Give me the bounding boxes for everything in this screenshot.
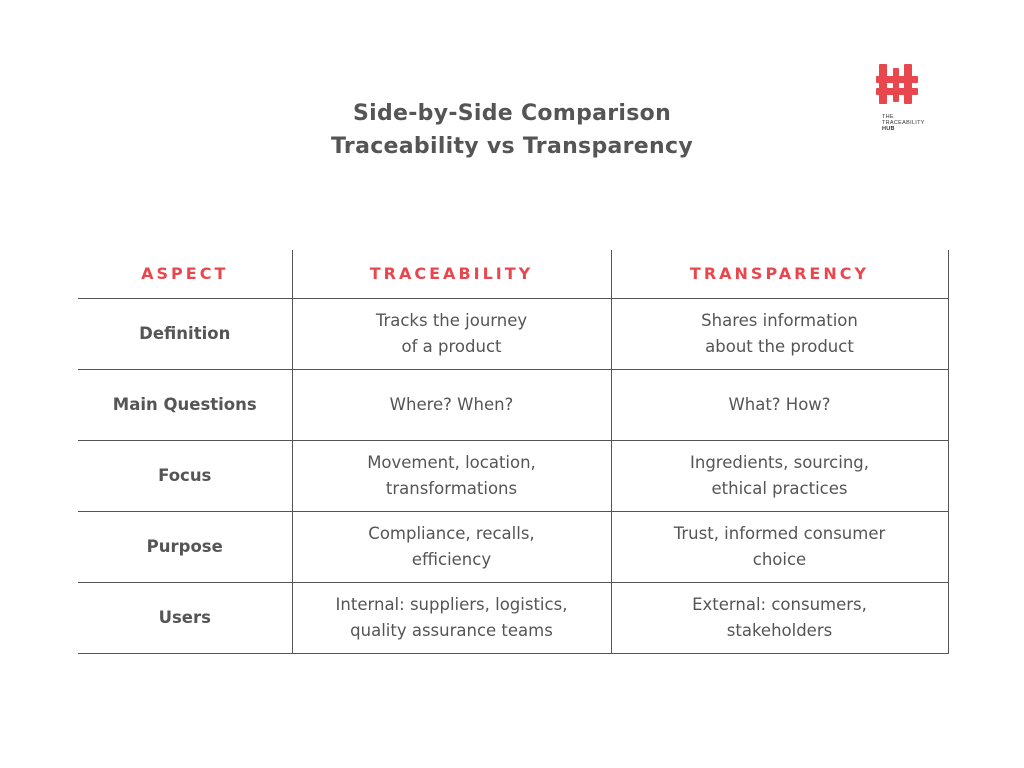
traceability-cell: Movement, location, transformations <box>292 441 611 512</box>
table-header-row <box>78 250 948 299</box>
table-row <box>78 299 948 370</box>
transparency-cell: What? How? <box>611 370 948 441</box>
transparency-cell: Shares information about the product <box>611 299 948 370</box>
traceability-cell: Internal: suppliers, logistics, quality assurance teams <box>292 583 611 654</box>
traceability-cell: Tracks the journey of a product <box>292 299 611 370</box>
aspect-cell: Definition <box>78 299 292 370</box>
title-line-1: Side-by-Side Comparison <box>352 101 672 126</box>
comparison-table <box>78 250 949 654</box>
column-header-traceability: TRACEABILITY <box>292 250 611 299</box>
aspect-cell: Main Questions <box>78 370 292 441</box>
page-title <box>0 97 1024 163</box>
aspect-cell: Focus <box>78 441 292 512</box>
transparency-cell: External: consumers, stakeholders <box>611 583 948 654</box>
table-row <box>78 512 948 583</box>
aspect-cell: Users <box>78 583 292 654</box>
table-row <box>78 441 948 512</box>
aspect-cell: Purpose <box>78 512 292 583</box>
title-line-2: Traceability vs Transparency <box>331 134 693 159</box>
transparency-cell: Trust, informed consumer choice <box>611 512 948 583</box>
logo-wordmark: THE TRACEABILITY HUB <box>882 114 925 132</box>
traceability-cell: Compliance, recalls, efficiency <box>292 512 611 583</box>
table-row <box>78 370 948 441</box>
traceability-cell: Where? When? <box>292 370 611 441</box>
traceability-hub-logo <box>876 64 936 136</box>
traceability-hub-h-icon <box>876 64 920 106</box>
column-header-transparency: TRANSPARENCY <box>611 250 948 299</box>
transparency-cell: Ingredients, sourcing, ethical practices <box>611 441 948 512</box>
column-header-aspect: ASPECT <box>78 250 292 299</box>
table-row <box>78 583 948 654</box>
